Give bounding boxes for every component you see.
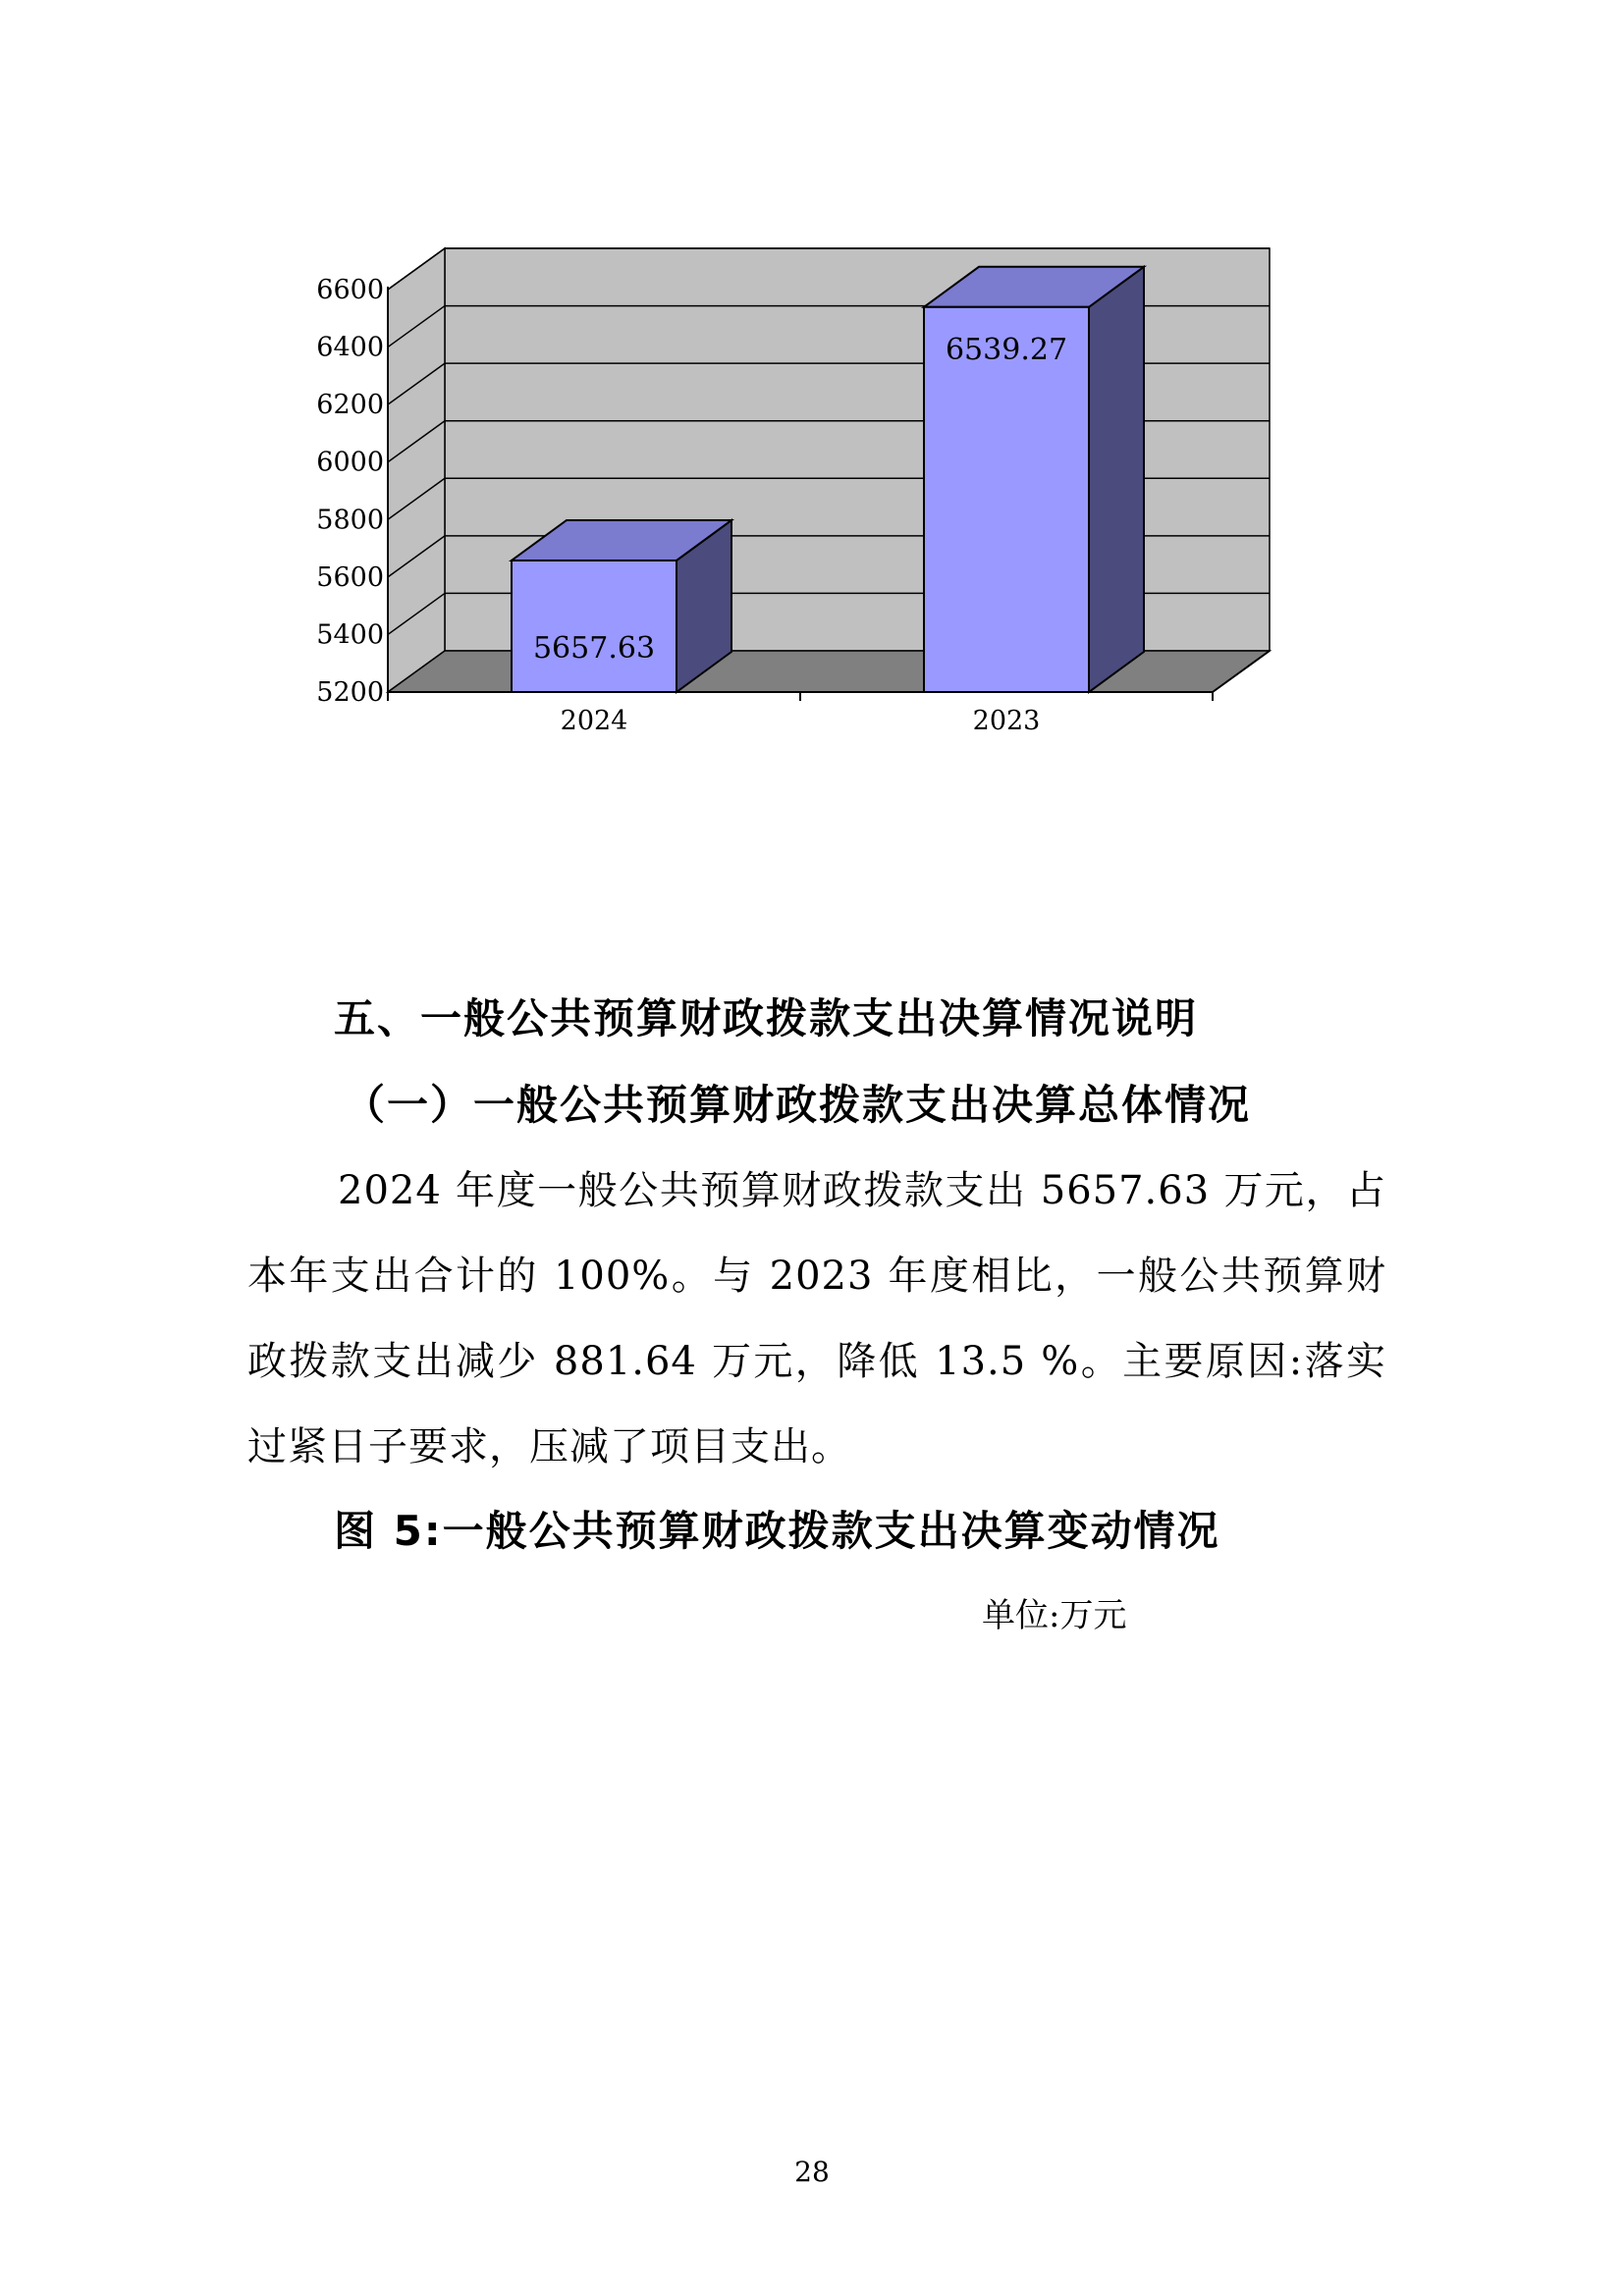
bar-side [1089,267,1144,692]
side-wall [388,248,445,692]
x-tick-label: 2023 [972,706,1041,736]
y-tick-label: 5400 [316,619,384,651]
figure-caption: 图 5:一般公共预算财政拨款支出决算变动情况 [334,1507,1220,1555]
bar [924,267,1144,692]
subsection-title: （一）一般公共预算财政拨款支出决算总体情况 [344,1081,1252,1129]
y-tick-label: 6400 [316,332,384,363]
bar-front [512,561,677,692]
bar [512,520,731,692]
data-label: 5657.63 [532,631,656,666]
bar-chart [295,231,1296,751]
data-label: 6539.27 [945,332,1068,367]
y-tick-label: 5600 [316,561,384,593]
section-title: 五、一般公共预算财政拨款支出决算情况说明 [334,994,1199,1042]
y-tick-label: 5800 [316,505,384,536]
y-tick-label: 6000 [316,447,384,478]
body-paragraph: 2024 年度一般公共预算财政拨款支出 5657.63 万元，占本年支出合计的 100%。与 2023 年度相比，一般公共预算财政拨款支出减少 881.64 万元，降低 13.5 %。主要原因:落实过紧日子要求，压减了项目支出。 [247,1168,1386,1469]
page-number: 28 [794,2156,830,2188]
x-tick-label: 2024 [560,706,628,736]
y-tick-label: 6600 [316,275,384,305]
y-tick-label: 6200 [316,390,384,421]
y-tick-label: 5200 [316,677,384,708]
unit-label: 单位:万元 [982,1596,1127,1635]
